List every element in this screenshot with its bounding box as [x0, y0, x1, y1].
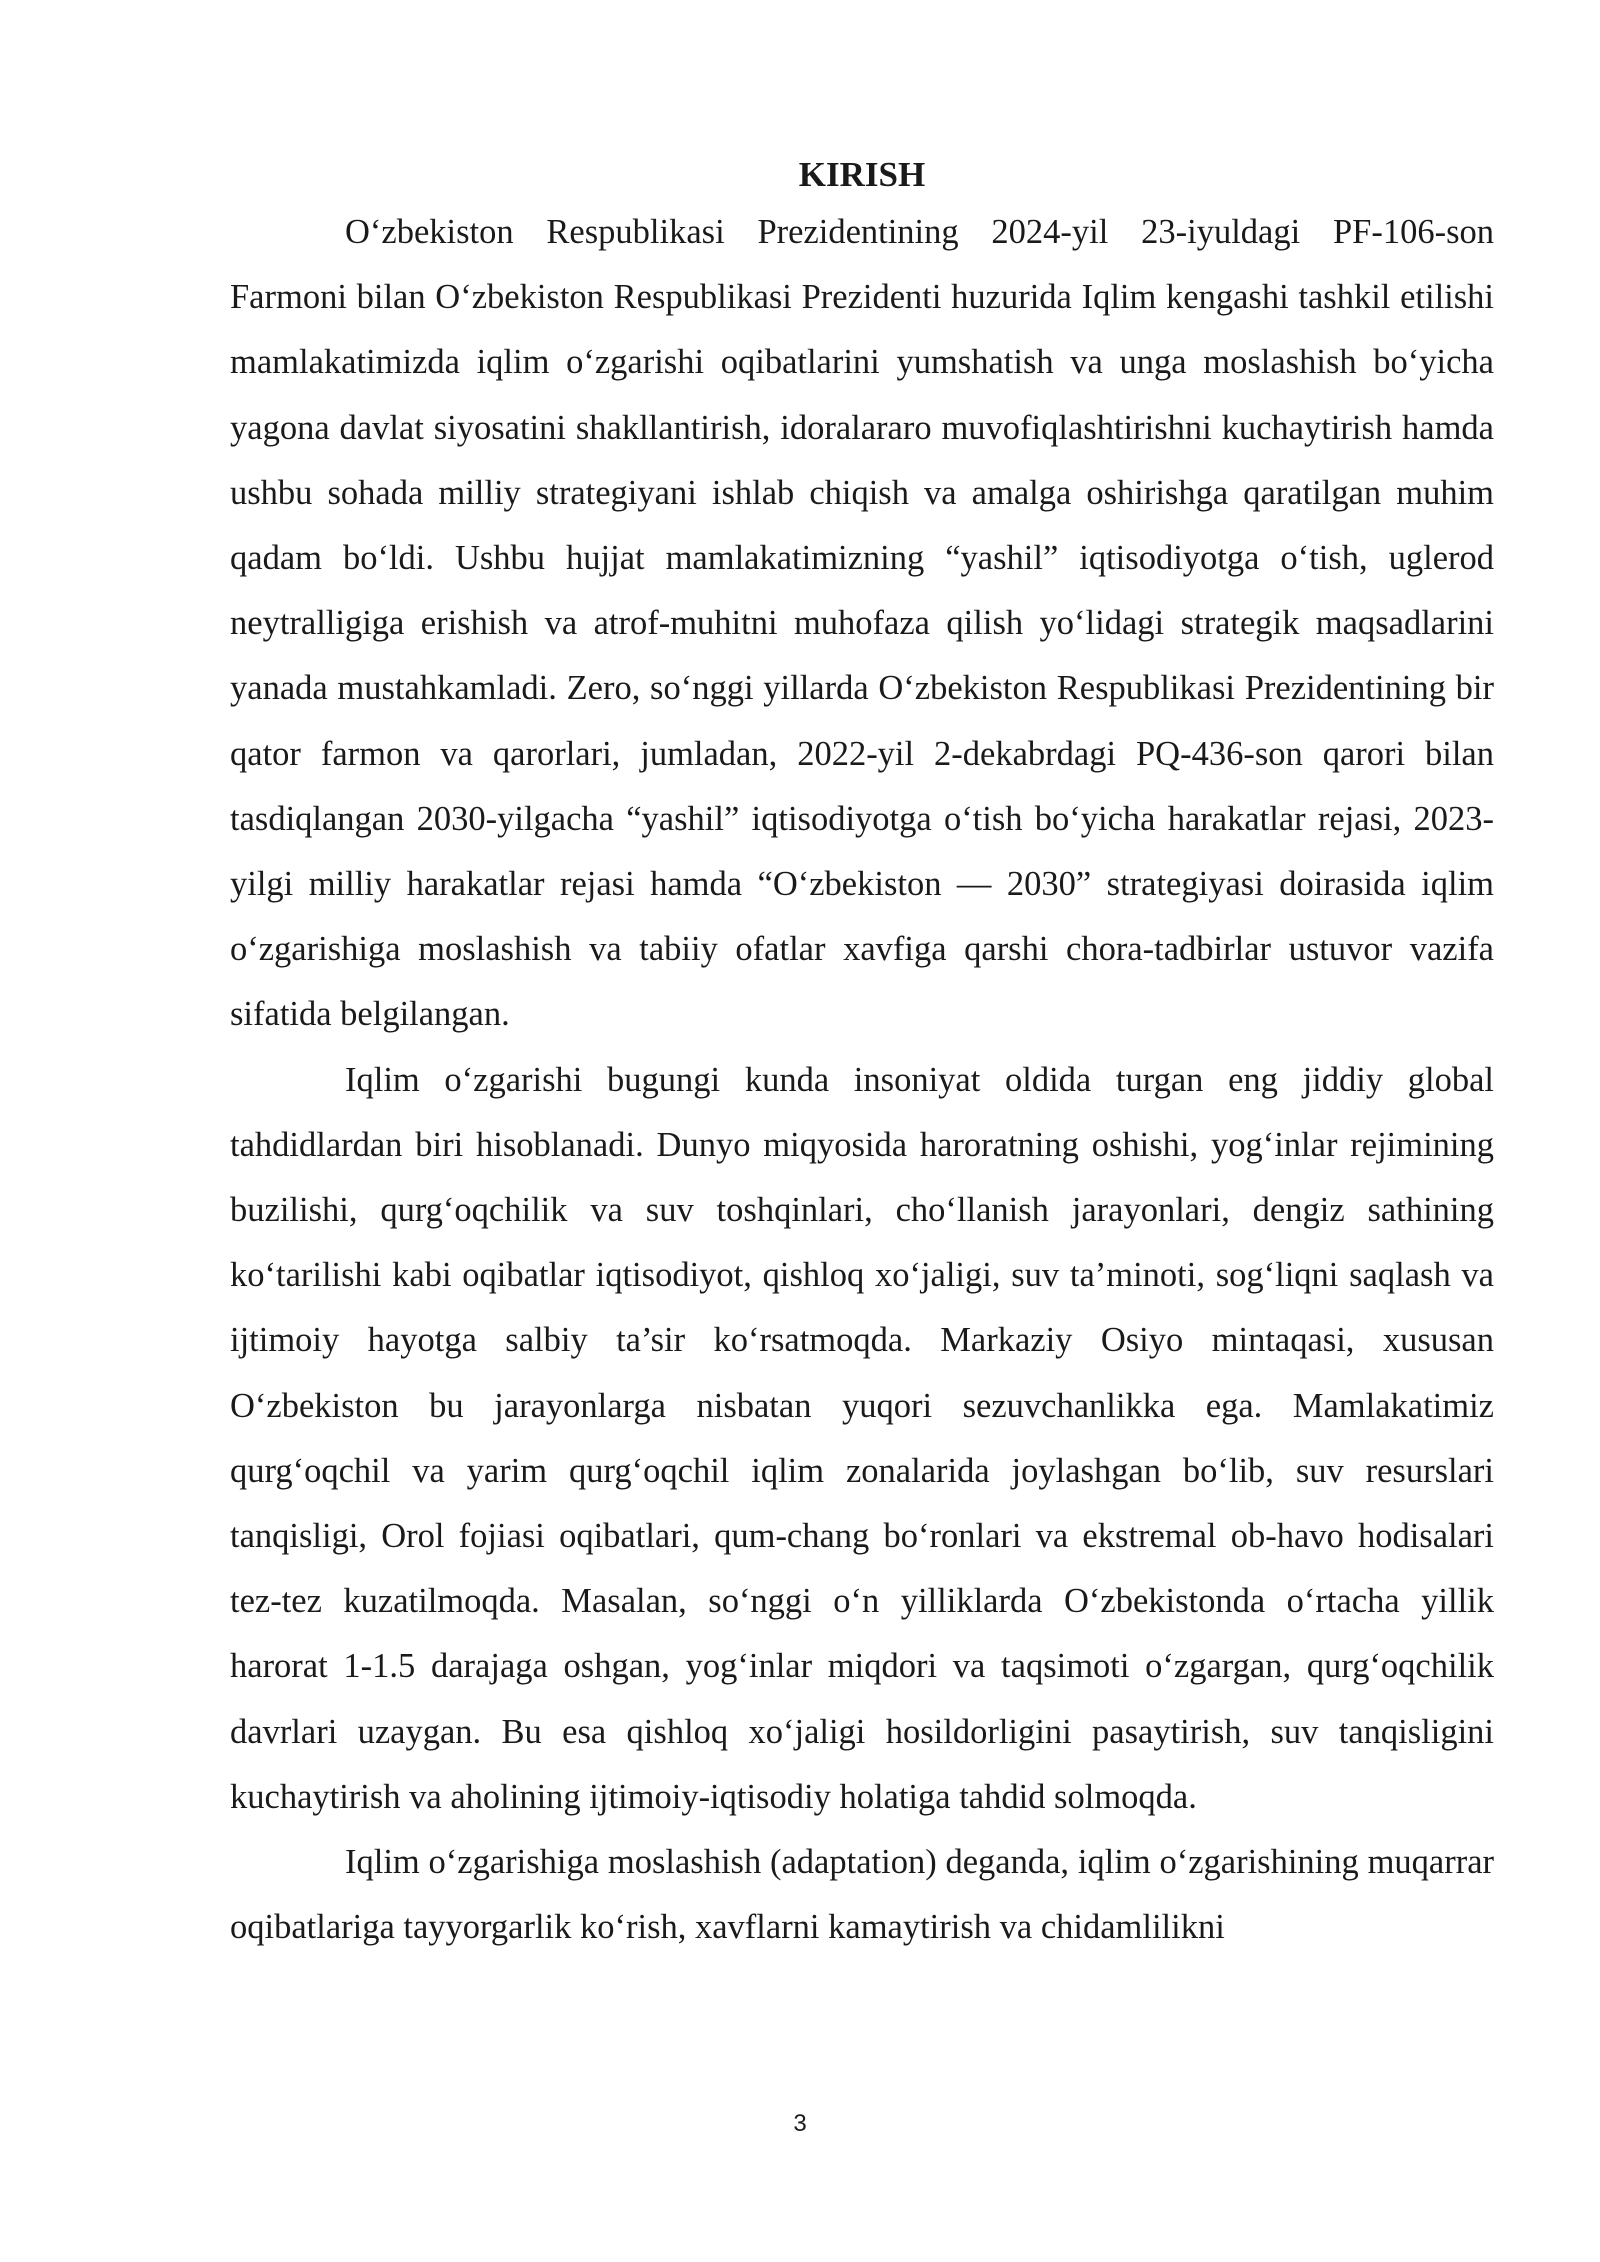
paragraph-1: O‘zbekiston Respublikasi Prezidentining 2024-yil 23-iyuldagi PF-106-son Farmoni bilan O‘zbekiston Respublikasi Prezidenti huzurida Iqlim kengashi tashkil etilishi mamlakatimizda iqlim o‘zgarishi oqibatlarini yumshatish va unga moslashish bo‘yicha yagona davlat siyosatini shakllantirish, idoralararo muvofiqlashtirishni kuchaytirish hamda ushbu sohada milliy strategiyani ishlab chiqish va amalga oshirishga qaratilgan muhim qadam bo‘ldi. Ushbu hujjat mamlakatimizning “yashil” iqtisodiyotga o‘tish, uglerod neytralligiga erishish va atrof-muhitni muhofaza qilish yo‘lidagi strategik maqsadlarini yanada mustahkamladi. Zero, so‘nggi yillarda O‘zbekiston Respublikasi Prezidentining bir qator farmon va qarorlari, jumladan, 2022-yil 2-dekabrdagi PQ-436-son qarori bilan tasdiqlangan 2030-yilgacha “yashil” iqtisodiyotga o‘tish bo‘yicha harakatlar rejasi, 2023-yilgi milliy harakatlar rejasi hamda “O‘zbekiston — 2030” strategiyasi doirasida iqlim o‘zgarishiga moslashish va tabiiy ofatlar xavfiga qarshi chora-tadbirlar ustuvor vazifa sifatida belgilangan. [230, 213, 1494, 1034]
paragraph-2: Iqlim o‘zgarishi bugungi kunda insoniyat oldida turgan eng jiddiy global tahdidlardan biri hisoblanadi. Dunyo miqyosida haroratning oshishi, yog‘inlar rejimining buzilishi, qurg‘oqchilik va suv toshqinlari, cho‘llanish jarayonlari, dengiz sathining ko‘tarilishi kabi oqibatlar iqtisodiyot, qishloq xo‘jaligi, suv ta’minoti, sog‘liqni saqlash va ijtimoiy hayotga salbiy ta’sir ko‘rsatmoqda. Markaziy Osiyo mintaqasi, xususan O‘zbekiston bu jarayonlarga nisbatan yuqori sezuvchanlikka ega. Mamlakatimiz qurg‘oqchil va yarim qurg‘oqchil iqlim zonalarida joylashgan bo‘lib, suv resurslari tanqisligi, Orol fojiasi oqibatlari, qum-chang bo‘ronlari va ekstremal ob-havo hodisalari tez-tez kuzatilmoqda. Masalan, so‘nggi o‘n yilliklarda O‘zbekistonda o‘rtacha yillik harorat 1-1.5 darajaga oshgan, yog‘inlar miqdori va taqsimoti o‘zgargan, qurg‘oqchilik davrlari uzaygan. Bu esa qishloq xo‘jaligi hosildorligini pasaytirish, suv tanqisligini kuchaytirish va aholining ijtimoiy-iqtisodiy holatiga tahdid solmoqda. [230, 1060, 1494, 1816]
section-heading: KIRISH [798, 155, 926, 194]
page-number: 3 [793, 2110, 807, 2137]
page-content [230, 150, 1494, 1960]
paragraph-3: Iqlim o‘zgarishiga moslashish (adaptation) deganda, iqlim o‘zgarishining muqarrar oqibatlariga tayyorgarlik ko‘rish, xavflarni kamaytirish va chidamlilikni [230, 1843, 1494, 1947]
